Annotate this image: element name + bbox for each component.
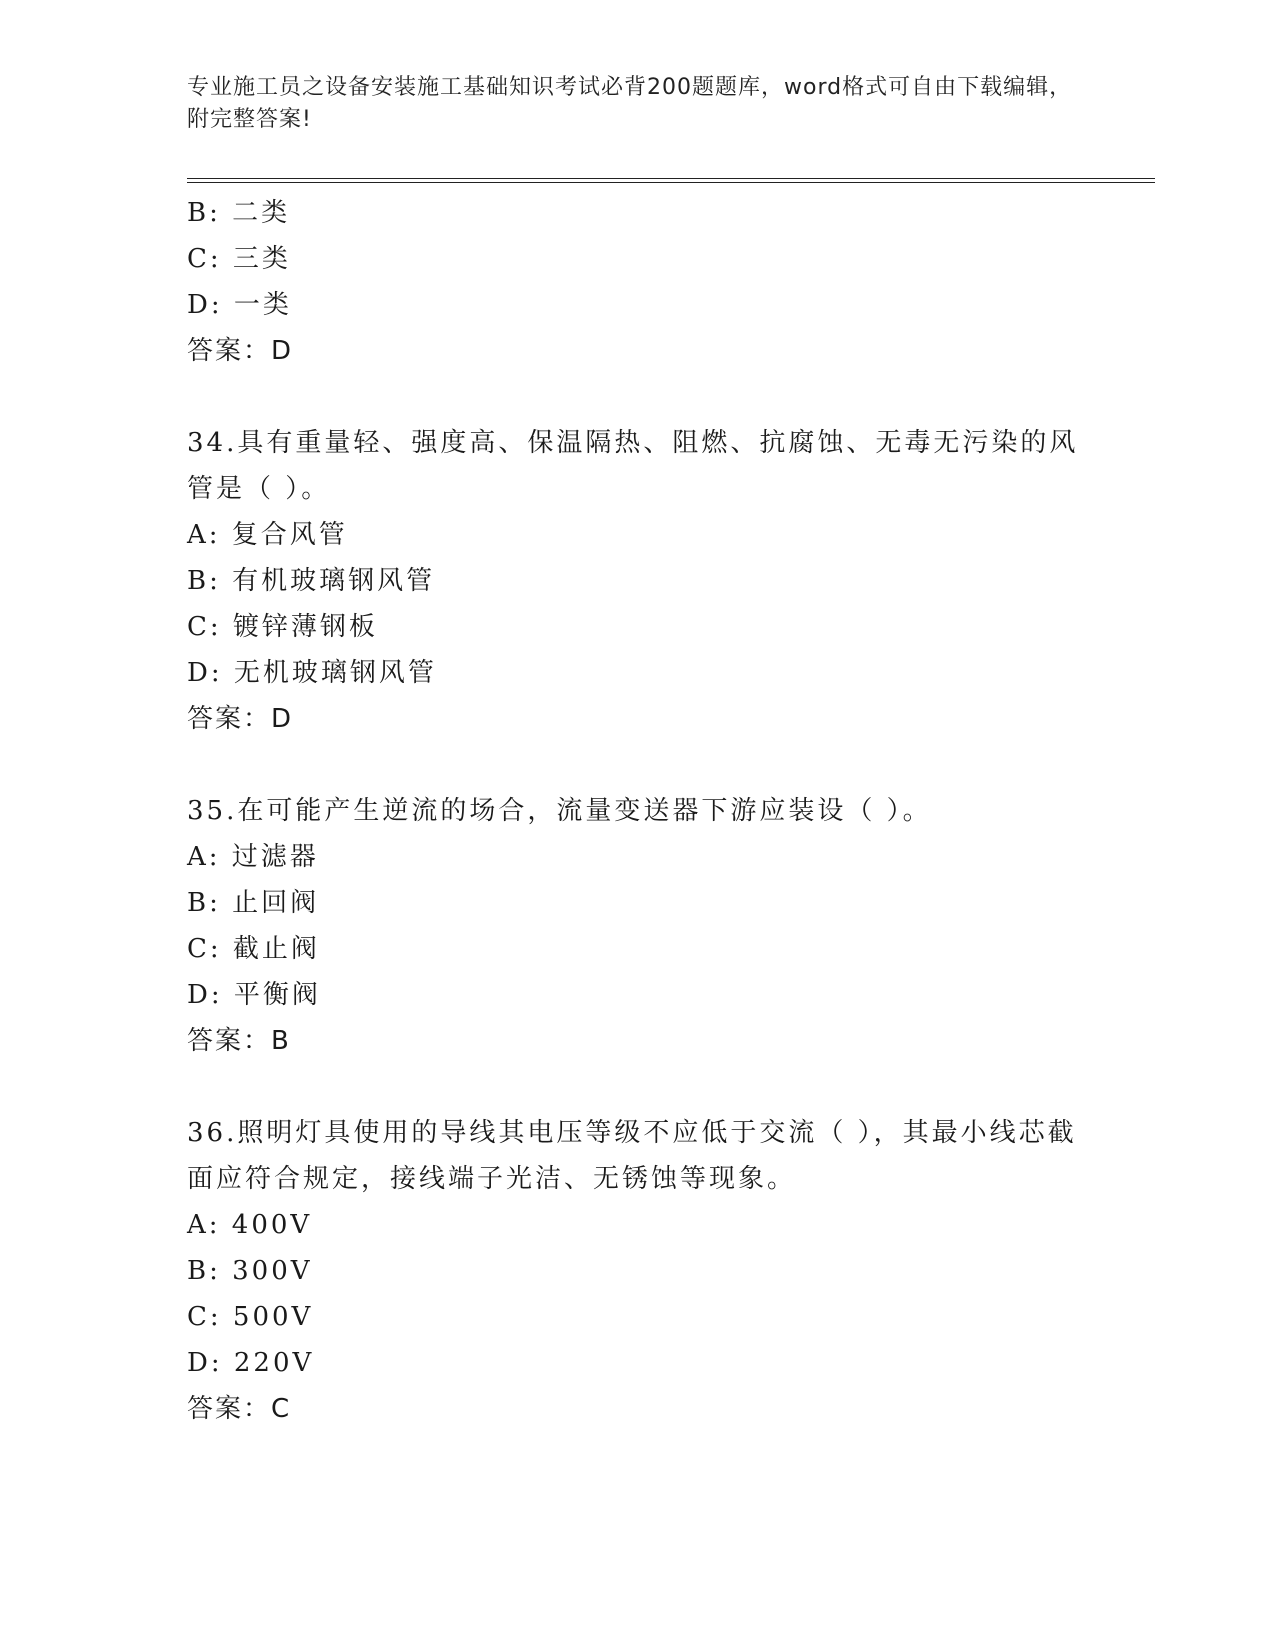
document-header: 专业施工员之设备安装施工基础知识考试必背200题题库，word格式可自由下载编辑，附完整答案! [187,75,1073,132]
document-body [187,190,1087,1432]
question-text: 36.照明灯具使用的导线其电压等级不应低于交流（ ），其最小线芯截面应符合规定，接线端子光洁、无锈蚀等现象。 [187,1118,1077,1194]
option-b: B: 300V [187,1256,313,1286]
option-d: D: 一类 [187,290,292,320]
question-text: 34.具有重量轻、强度高、保温隔热、阻燃、抗腐蚀、无毒无污染的风管是（ ）。 [187,428,1079,504]
option-c: C: 截止阀 [187,934,320,964]
answer-line: 答案：C [187,1394,292,1424]
question-block-36 [187,1110,1087,1432]
header-divider [187,178,1155,183]
option-c: C: 500V [187,1302,314,1332]
answer-line: 答案：D [187,704,294,734]
question-block-33 [187,190,1087,374]
option-a: A: 过滤器 [187,842,319,872]
answer-line: 答案：D [187,336,294,366]
option-c: C: 三类 [187,244,291,274]
option-b: B: 有机玻璃钢风管 [187,566,436,596]
option-b: B: 二类 [187,198,291,228]
option-b: B: 止回阀 [187,888,320,918]
option-c: C: 镀锌薄钢板 [187,612,378,642]
answer-line: 答案：B [187,1026,291,1056]
option-d: D: 无机玻璃钢风管 [187,658,437,688]
option-d: D: 220V [187,1348,315,1378]
option-a: A: 400V [187,1210,313,1240]
question-block-34 [187,420,1087,742]
question-text: 35.在可能产生逆流的场合，流量变送器下游应装设（ ）。 [187,796,932,826]
question-block-35 [187,788,1087,1064]
option-a: A: 复合风管 [187,520,348,550]
option-d: D: 平衡阀 [187,980,321,1010]
